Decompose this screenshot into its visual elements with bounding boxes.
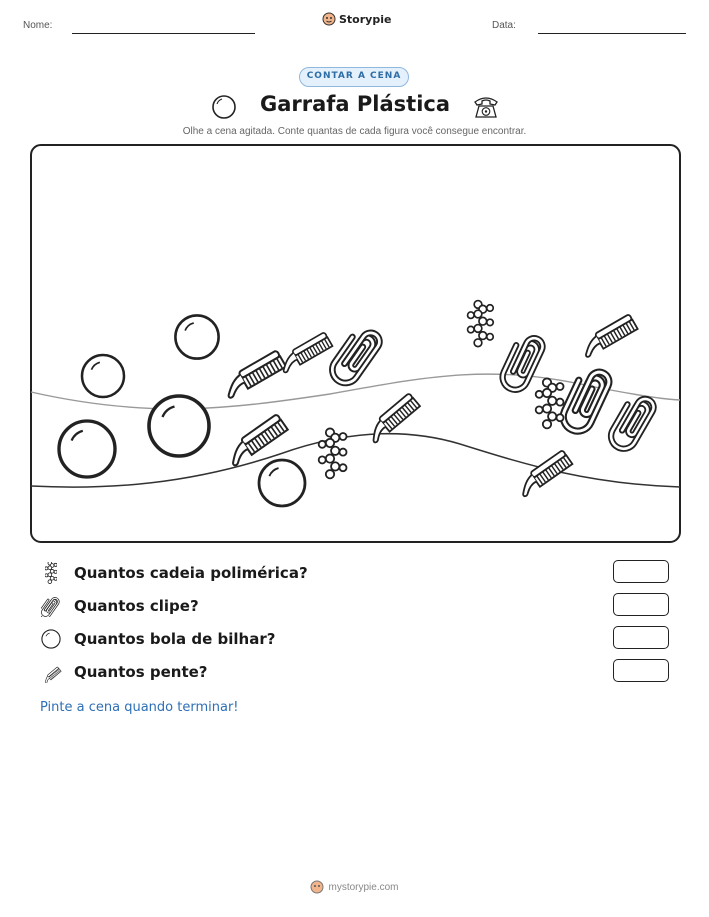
- storypie-logo-icon: [322, 12, 336, 26]
- counting-scene[interactable]: [30, 144, 681, 543]
- date-label: Data:: [492, 20, 516, 31]
- footer: [0, 880, 709, 894]
- billiard-ball[interactable]: [175, 315, 218, 358]
- billiard-ball-icon: [211, 94, 237, 120]
- coloring-note: Pinte a cena quando terminar!: [40, 700, 239, 715]
- polymer-chain-icon: [40, 562, 62, 584]
- question-text: Quantos bola de bilhar?: [74, 630, 276, 648]
- instructions: Olhe a cena agitada. Conte quantas de cada figura você consegue encontrar.: [182, 126, 527, 137]
- answer-box-polymer-chain[interactable]: [613, 560, 669, 583]
- answer-box-comb[interactable]: [613, 659, 669, 682]
- question-comb: [40, 661, 208, 683]
- telephone-icon: [472, 92, 500, 120]
- question-paperclip: [40, 595, 199, 617]
- name-field[interactable]: [72, 33, 255, 34]
- date-field[interactable]: [538, 33, 686, 34]
- question-polymer-chain: [40, 562, 308, 584]
- question-text: Quantos clipe?: [74, 597, 199, 615]
- brand-name: Storypie: [339, 12, 392, 26]
- paperclip-icon: [40, 595, 62, 617]
- question-text: Quantos cadeia polimérica?: [74, 564, 308, 582]
- billiard-ball[interactable]: [82, 355, 124, 397]
- billiard-ball-icon: [40, 628, 62, 650]
- activity-badge: CONTAR A CENA: [299, 67, 409, 87]
- brand: [322, 12, 391, 26]
- billiard-ball[interactable]: [59, 421, 115, 477]
- billiard-ball[interactable]: [259, 460, 305, 506]
- footer-url[interactable]: mystorypie.com: [328, 881, 399, 893]
- name-label: Nome:: [23, 20, 53, 31]
- billiard-ball[interactable]: [149, 396, 209, 456]
- storypie-logo-icon: [310, 880, 324, 894]
- answer-box-paperclip[interactable]: [613, 593, 669, 616]
- question-billiard-ball: [40, 628, 275, 650]
- page-title: Garrafa Plástica: [259, 92, 451, 116]
- question-text: Quantos pente?: [74, 663, 208, 681]
- comb-icon: [40, 661, 62, 683]
- answer-box-billiard-ball[interactable]: [613, 626, 669, 649]
